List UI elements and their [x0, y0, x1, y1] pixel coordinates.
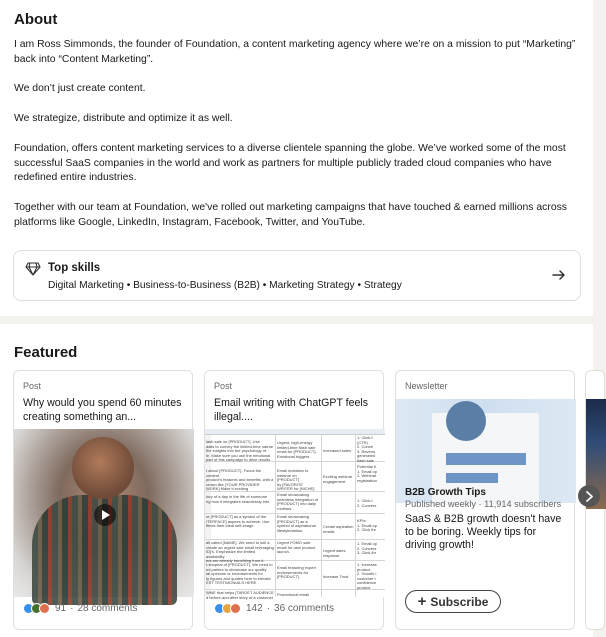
- top-skills-title: Top skills: [48, 262, 101, 274]
- about-paragraph: I am Ross Simmonds, the founder of Foundation, a content marketing agency where we’re on a mission to put “Marketing” back into “Content Marketing”.: [14, 39, 576, 65]
- social-counts[interactable]: 142 · 36 comments: [214, 603, 334, 614]
- about-paragraph: We don’t just create content.: [14, 83, 146, 95]
- about-title: About: [14, 11, 58, 28]
- card-kind: Newsletter: [405, 381, 448, 391]
- plus-icon: +: [417, 593, 427, 610]
- about-paragraph: We strategize, distribute and optimize it as well.: [14, 113, 233, 125]
- featured-newsletter-card[interactable]: [395, 370, 575, 630]
- about-paragraph: Together with our team at Foundation, we've rolled out marketing campaigns that have touched & earned millions across platforms like Google, LinkedIn, Instagram, Facebook, Twitter, and YouTube.: [14, 201, 567, 228]
- arrow-right-icon[interactable]: [552, 268, 566, 282]
- newsletter-meta: Published weekly · 11,914 subscribers: [405, 499, 562, 509]
- reaction-count: 91: [55, 603, 67, 614]
- card-title[interactable]: Why would you spend 60 minutes creating something an...: [23, 397, 182, 423]
- reaction-count: 142: [246, 603, 263, 614]
- social-counts[interactable]: 91 · 28 comments: [23, 603, 138, 614]
- featured-post-card[interactable]: [204, 370, 384, 630]
- card-kind: Post: [23, 381, 42, 391]
- about-section: [0, 0, 593, 316]
- comment-count: 36 comments: [274, 603, 335, 614]
- featured-section: [0, 324, 593, 637]
- about-text: [14, 38, 586, 245]
- card-title[interactable]: Email writing with ChatGPT feels illegal....: [214, 397, 369, 423]
- reactions-icon: [214, 603, 238, 614]
- about-paragraph: Foundation, offers content marketing services to a diverse clientele spanning the globe. We’ve worked some of the most successful SaaS companies in the world and work as partners for multiple publicly traded cloud companies who have redefined entire industries.: [14, 142, 566, 184]
- featured-title: Featured: [14, 344, 78, 361]
- top-skills-list: Digital Marketing • Business-to-Business (B2B) • Marketing Strategy • Strategy: [48, 280, 402, 291]
- video-thumbnail[interactable]: [14, 429, 194, 597]
- play-icon[interactable]: [94, 504, 116, 526]
- newsletter-description: SaaS & B2B growth doesn't have to be boring. Weekly tips for driving growth!: [405, 513, 562, 551]
- reactions-icon: [23, 603, 47, 614]
- spreadsheet-image[interactable]: lash sale on [PRODUCT]. Use aails to convey the limited-time nature the insights into the psychology of le. Make sure you use the emotional part of this campaign to drive results Urgent, high-energy limited-time flash sale email for [PRODUCT]. Emotional triggers. Increased sales 1. Click-t (CTR) 2. Conve 3. Revenu generated flash sale t about [PRODUCT]. Focus the content product's features and benefits, with a crown like [YOUR PROVIDER WORK] Make it exciting Email invitation to webinar on [PRODUCT] by [FAVORITE WRITER for [NICHE]. Exciting webinar engagement Potential K 1. Email op 2. Webinar registration tory of a day in the life of someone ng how it integrates seamlessly into Email showcasing seamless integration of [PRODUCT] into daily routines. 1. Click-t 2. Convers re [PRODUCT] as a symbol of the ITERFACE] aspires to achieve. Use ffects their ideal self-image Email showcasing [PRODUCT] as a symbol of aspirational lifestyle/status. Create aspiration emails KPIs: 1. Email op 2. Click thr ail called [NAME]. We need to sell a create an urgent sale email leveraging ID]'s. Emphasize the limited availability ers are already benefiting from it. Urgent FOMO sale email for new product launch. Urgent sales response 1. Email op 2. Convers 3. Click-thr t-shopeal of [PRODUCT]. We need to ed parties to showcase our quality ial opinions or endorsements for ty figures and quotes here to elevate EST TESTIMONIALS HERE Email featuring expert endorsements for [PRODUCT]. Increase Trust. 1. Increase product 2. Growth i customer t confidence product WME that helps [TARGET AUDIENCE a before-and-after story of a customer Promotional email: [205, 429, 385, 597]
- chevron-right-icon[interactable]: [578, 485, 600, 507]
- newsletter-name[interactable]: B2B Growth Tips: [405, 487, 486, 498]
- comment-count: 28 comments: [77, 603, 138, 614]
- card-kind: Post: [214, 381, 233, 391]
- featured-post-card[interactable]: [13, 370, 193, 630]
- subscribe-label: Subscribe: [430, 594, 489, 609]
- subscribe-button[interactable]: [405, 590, 501, 613]
- diamond-icon: [25, 262, 41, 276]
- top-skills-card[interactable]: [13, 250, 581, 301]
